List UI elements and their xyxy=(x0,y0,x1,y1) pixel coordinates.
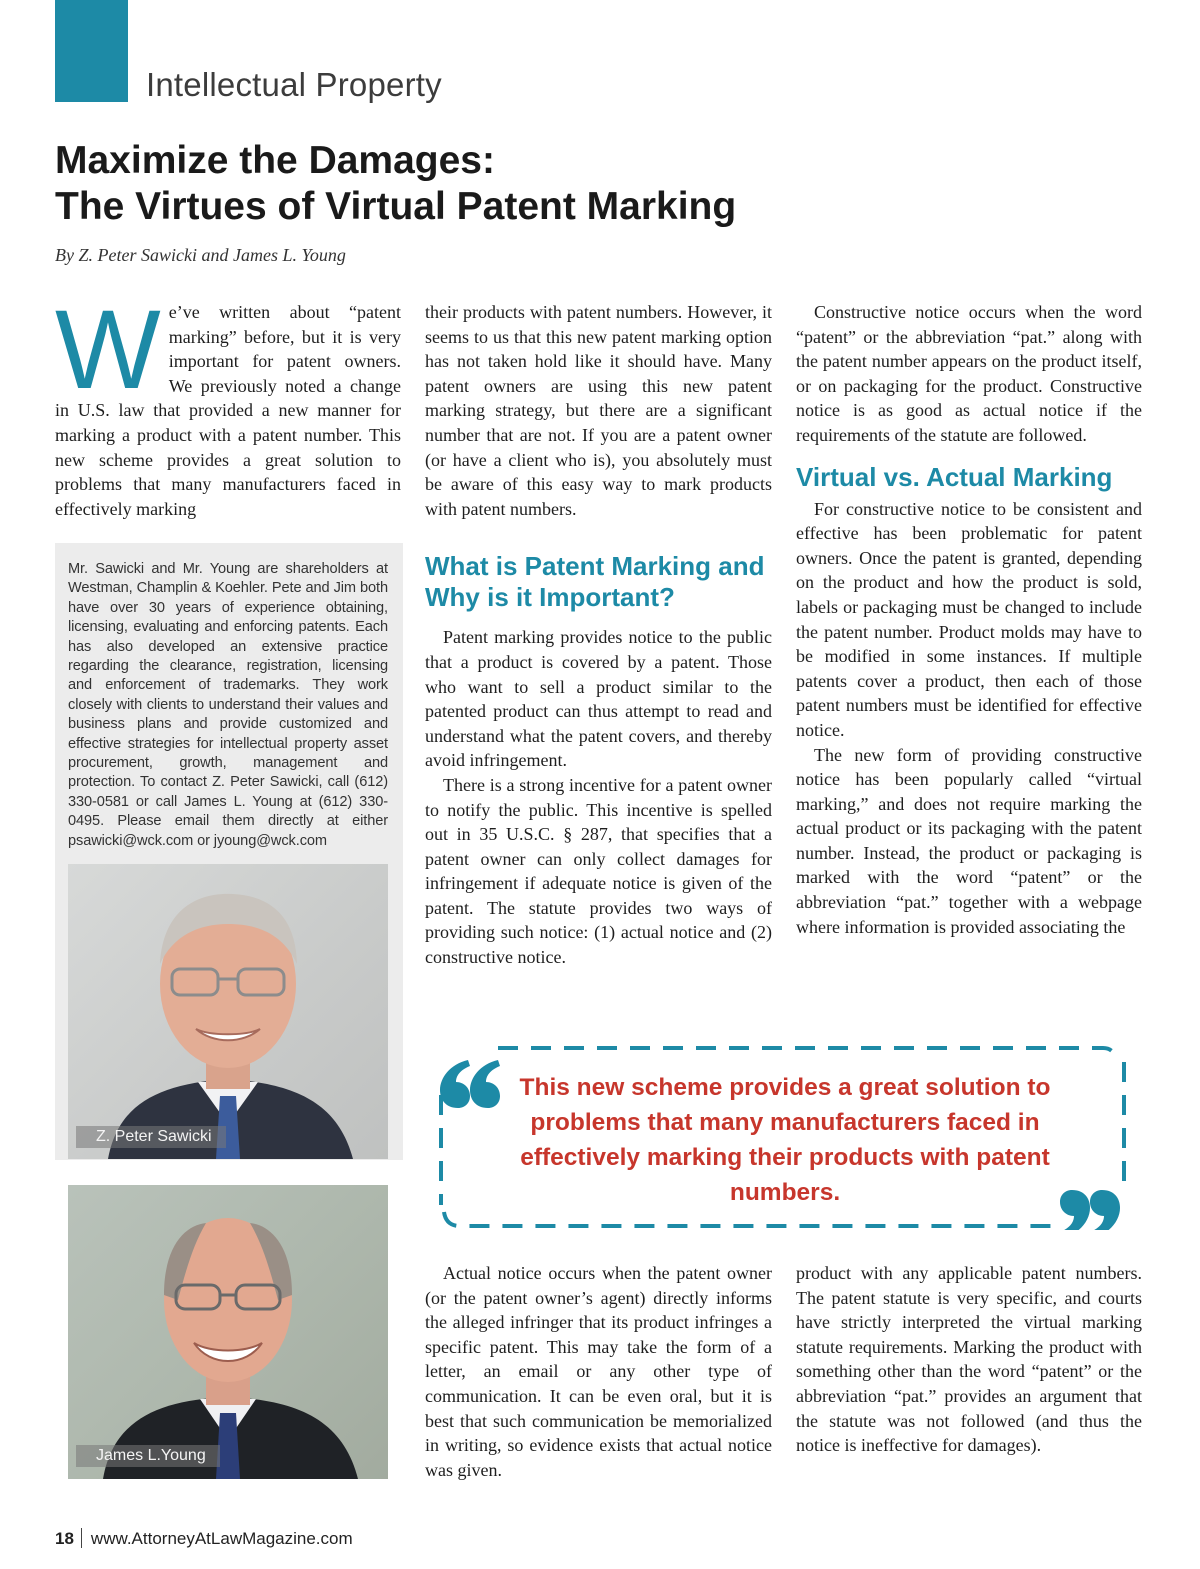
author-photo-sawicki xyxy=(68,864,388,1159)
col3-paragraph-1: Constructive notice occurs when the word “patent” or the abbreviation “pat.” along with the patent number appears on the product itself, or on packaging for the product. Constructive notice is as good as actual notice if the requirements of the statute are followed. xyxy=(796,302,1142,445)
col3-paragraph-2: For constructive notice to be consistent and effective has been problematic for patent owners. Once the patent is granted, depending on the product and how the product is sold, labels or packaging must be changed to include the patent number. Product molds may have to be modified in some instances. If multiple patents cover a product, then each of those patent numbers must be identified for effective notice. xyxy=(796,498,1142,740)
portrait-illustration-1 xyxy=(68,864,388,1159)
photo-caption-sawicki: Z. Peter Sawicki xyxy=(76,1126,226,1148)
heading-what-is-patent-marking: What is Patent Marking and Why is it Important? xyxy=(425,551,765,613)
article-title xyxy=(55,138,1055,230)
column-2-lower xyxy=(425,1261,772,1482)
column-3-lower xyxy=(796,1261,1142,1458)
page-footer xyxy=(55,1528,353,1549)
author-photo-young xyxy=(68,1185,388,1479)
heading-virtual-vs-actual: Virtual vs. Actual Marking xyxy=(796,461,1113,492)
col2-paragraph-2: Patent marking provides notice to the public that a product is covered by a patent. Those who want to sell a product similar to the patented product can thus attempt to read and understand what the patent covers, and thereby avoid infringement. xyxy=(425,627,772,771)
intro-text: e’ve written about “patent marking” before, but it is very important for patent owners. We previously noted a change in U.S. law that provided a new manner for marking a product with a patent number. This new scheme provides a great solution to problems that many manufacturers faced in effectively marking xyxy=(55,302,401,519)
title-line-2: The Virtues of Virtual Patent Marking xyxy=(55,185,737,228)
section-color-block xyxy=(55,0,128,102)
author-bio-text: Mr. Sawicki and Mr. Young are shareholders at Westman, Champlin & Koehler. Pete and Jim both have over 30 years of experience obtaining, licensing, evaluating and enforcing patents. Each has also developed an extensive practice regarding the clearance, registration, licensing and enforcement of trademarks. They work closely with clients to understand their values and business plans and provide customized and effective strategies for intellectual property asset procurement, growth, management and protection. To contact Z. Peter Sawicki, call (612) 330-0581 or call James L. Young at (612) 330-0495. Please email them directly at either psawicki@wck.com or jyoung@wck.com xyxy=(68,561,388,849)
footer-website[interactable]: www.AttorneyAtLawMagazine.com xyxy=(90,1529,353,1548)
pull-quote-text: This new scheme provides a great solution to problems that many manufacturers faced in effectively marking their products with patent numbers. xyxy=(519,1074,1051,1206)
portrait-illustration-2 xyxy=(68,1185,388,1479)
column-1 xyxy=(55,287,401,521)
column-3 xyxy=(796,300,1142,939)
footer-divider xyxy=(81,1528,82,1548)
section-label: Intellectual Property xyxy=(146,66,442,103)
col3-paragraph-3: The new form of providing constructive notice has been popularly called “virtual marking,” and does not require marking the actual product or its packaging with the patent number. Instead, the product or packaging is marked with the word “patent” or the abbreviation “pat.” together with a webpage where information is provided associating the xyxy=(796,744,1142,937)
col2-paragraph-3: There is a strong incentive for a patent owner to notify the public. This incentive is spelled out in 35 U.S.C. § 287, that specifies that a patent owner can only collect damages for infringement if adequate notice is given of the patent. The statute provides two ways of providing such notice: (1) actual notice and (2) constructive notice. xyxy=(425,774,772,968)
byline: By Z. Peter Sawicki and James L. Young xyxy=(55,245,346,265)
col3-lower-paragraph: product with any applicable patent numbers. The patent statute is very specific, and courts have strictly interpreted the virtual marking statute requirements. Marking the product with something other than the word “patent” or the abbreviation “pat.” provides an argument that the statute was not followed (and thus the notice is ineffective for damages). xyxy=(796,1263,1142,1456)
col2-lower-paragraph: Actual notice occurs when the patent owner (or the patent owner’s agent) directly informs the alleged infringer that its product infringes a specific patent. This may take the form of a letter, an email or any other type of communication. It can be even oral, but it is best that such communication be memorialized in writing, so evidence exists that actual notice was given. xyxy=(425,1263,772,1480)
column-2 xyxy=(425,300,772,970)
intro-paragraph xyxy=(55,287,401,521)
col2-paragraph-1: their products with patent numbers. However, it seems to us that this new patent marking option has not taken hold like it should have. Many patent owners are using this new patent marking strategy, but there are a significant number that are not. If you are a patent owner (or have a client who is), you absolutely must be aware of this easy way to mark products with patent numbers. xyxy=(425,302,772,519)
page-number: 18 xyxy=(55,1529,74,1548)
open-quote-icon xyxy=(440,1060,500,1108)
title-line-1: Maximize the Damages: xyxy=(55,139,495,182)
photo-caption-young: James L.Young xyxy=(76,1445,220,1467)
drop-cap: W xyxy=(55,287,161,412)
